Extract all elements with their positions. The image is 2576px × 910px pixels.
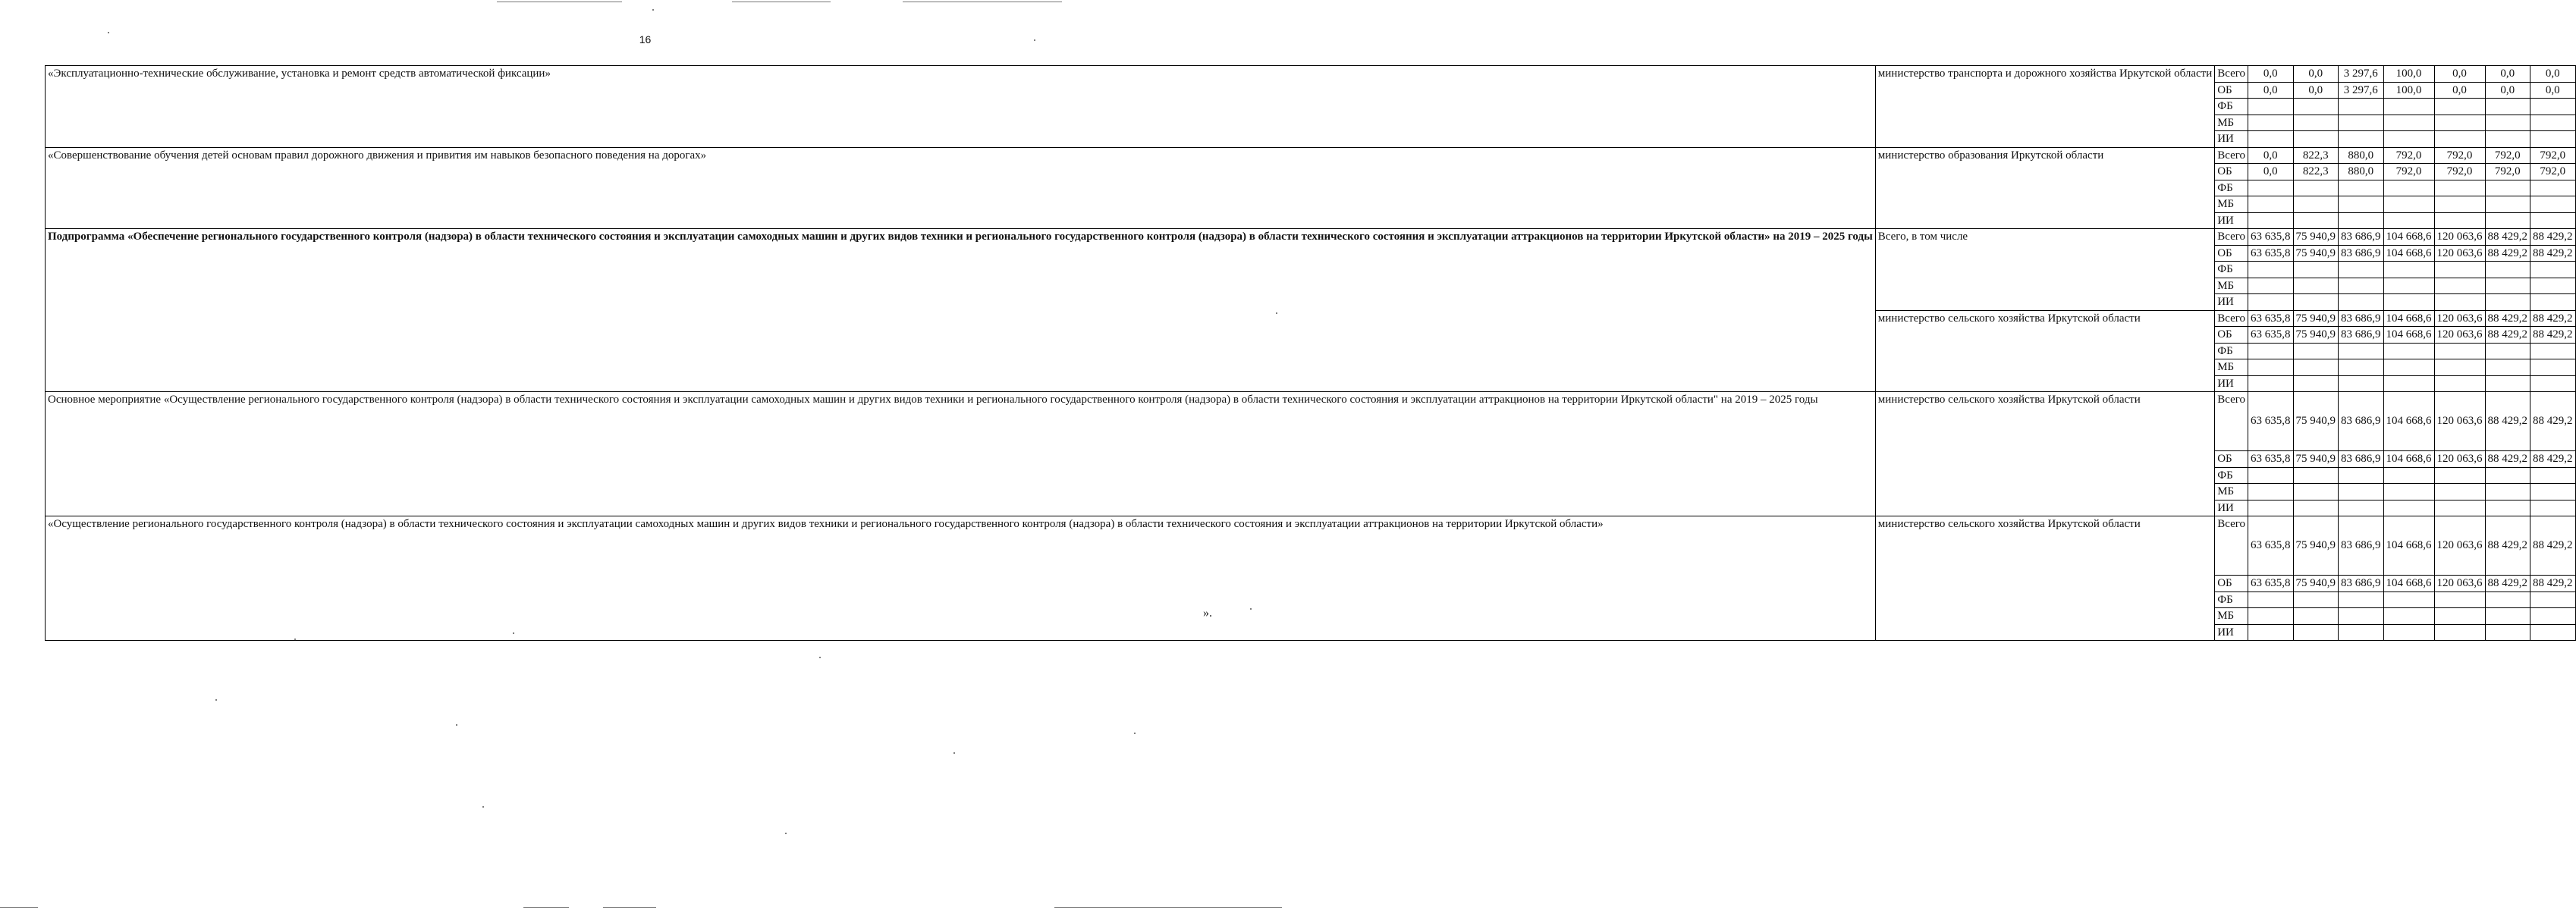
funding-source-cell: ИИ — [2215, 212, 2248, 229]
amount-cell — [2383, 196, 2434, 213]
amount-cell — [2339, 294, 2384, 311]
scan-speck — [1134, 733, 1136, 734]
amount-cell: 104 668,6 — [2383, 392, 2434, 451]
amount-cell: 0,0 — [2434, 82, 2485, 99]
funding-source-cell: ИИ — [2215, 375, 2248, 392]
closing-quote-mark: ». — [1203, 607, 1212, 620]
amount-cell: 88 429,2 — [2485, 516, 2530, 576]
amount-cell — [2383, 131, 2434, 148]
scan-speck — [819, 657, 821, 658]
amount-cell — [2434, 484, 2485, 500]
amount-cell — [2248, 278, 2294, 294]
amount-cell — [2485, 592, 2530, 608]
amount-cell — [2248, 608, 2294, 625]
amount-cell: 120 063,6 — [2434, 229, 2485, 246]
measure-name-cell: Основное мероприятие «Осуществление регионального государственного контроля (надзора) в области технического состояния и эксплуатации самоходных машин и других видов техники и регионального государственного контроля (надзора) в области технического состояния и эксплуатации аттракционов на территории Иркутской области" на 2019 – 2025 годы — [46, 392, 1876, 516]
amount-cell: 104 668,6 — [2383, 576, 2434, 592]
amount-cell — [2434, 500, 2485, 516]
amount-cell — [2434, 608, 2485, 625]
amount-cell — [2530, 212, 2576, 229]
scan-artifact-line — [603, 907, 656, 908]
amount-cell: 88 429,2 — [2485, 392, 2530, 451]
amount-cell — [2530, 99, 2576, 115]
amount-cell — [2339, 278, 2384, 294]
amount-cell — [2339, 99, 2384, 115]
amount-cell — [2293, 343, 2339, 359]
amount-cell — [2339, 115, 2384, 131]
amount-cell: 3 297,6 — [2339, 66, 2384, 83]
funding-source-cell: ОБ — [2215, 245, 2248, 262]
amount-cell — [2530, 115, 2576, 131]
amount-cell — [2434, 196, 2485, 213]
scan-speck — [1034, 39, 1035, 41]
amount-cell: 0,0 — [2434, 66, 2485, 83]
amount-cell — [2530, 624, 2576, 641]
amount-cell — [2248, 99, 2294, 115]
amount-cell — [2383, 180, 2434, 196]
amount-cell: 0,0 — [2530, 82, 2576, 99]
amount-cell: 0,0 — [2248, 66, 2294, 83]
amount-cell: 792,0 — [2485, 164, 2530, 180]
amount-cell — [2434, 375, 2485, 392]
funding-source-cell: МБ — [2215, 359, 2248, 376]
table-row — [46, 392, 2576, 451]
amount-cell — [2485, 115, 2530, 131]
amount-cell: 792,0 — [2383, 147, 2434, 164]
amount-cell: 104 668,6 — [2383, 451, 2434, 468]
amount-cell — [2383, 294, 2434, 311]
amount-cell — [2485, 624, 2530, 641]
amount-cell — [2293, 500, 2339, 516]
scan-speck — [108, 32, 109, 33]
scan-speck — [652, 9, 654, 11]
scan-artifact-line — [523, 907, 569, 908]
amount-cell — [2434, 115, 2485, 131]
table-row — [46, 229, 2576, 246]
amount-cell — [2383, 592, 2434, 608]
amount-cell — [2383, 262, 2434, 278]
funding-source-cell: ФБ — [2215, 262, 2248, 278]
amount-cell: 0,0 — [2530, 66, 2576, 83]
amount-cell: 792,0 — [2530, 164, 2576, 180]
amount-cell: 120 063,6 — [2434, 392, 2485, 451]
executor-cell: министерство сельского хозяйства Иркутской области — [1875, 310, 2214, 392]
amount-cell — [2248, 343, 2294, 359]
amount-cell: 104 668,6 — [2383, 516, 2434, 576]
amount-cell: 83 686,9 — [2339, 516, 2384, 576]
amount-cell — [2530, 131, 2576, 148]
scan-speck — [456, 724, 457, 726]
amount-cell — [2434, 180, 2485, 196]
amount-cell — [2485, 196, 2530, 213]
amount-cell — [2434, 131, 2485, 148]
amount-cell — [2248, 180, 2294, 196]
amount-cell: 75 940,9 — [2293, 516, 2339, 576]
scan-artifact-line — [0, 907, 38, 908]
scan-speck — [215, 699, 217, 701]
amount-cell — [2339, 592, 2384, 608]
amount-cell: 104 668,6 — [2383, 245, 2434, 262]
amount-cell: 83 686,9 — [2339, 576, 2384, 592]
amount-cell — [2293, 484, 2339, 500]
amount-cell: 120 063,6 — [2434, 516, 2485, 576]
amount-cell: 880,0 — [2339, 147, 2384, 164]
scan-artifact-line — [1054, 907, 1282, 908]
amount-cell — [2248, 115, 2294, 131]
amount-cell: 75 940,9 — [2293, 310, 2339, 327]
amount-cell: 0,0 — [2248, 164, 2294, 180]
amount-cell: 88 429,2 — [2530, 516, 2576, 576]
amount-cell — [2485, 212, 2530, 229]
amount-cell: 83 686,9 — [2339, 245, 2384, 262]
budget-table-body — [46, 66, 2576, 641]
amount-cell — [2485, 278, 2530, 294]
amount-cell: 75 940,9 — [2293, 245, 2339, 262]
amount-cell: 75 940,9 — [2293, 327, 2339, 344]
amount-cell: 0,0 — [2485, 66, 2530, 83]
amount-cell: 104 668,6 — [2383, 229, 2434, 246]
amount-cell — [2530, 262, 2576, 278]
funding-source-cell: ОБ — [2215, 82, 2248, 99]
amount-cell — [2485, 467, 2530, 484]
budget-table — [45, 65, 2576, 641]
amount-cell — [2530, 484, 2576, 500]
amount-cell — [2530, 196, 2576, 213]
amount-cell — [2530, 592, 2576, 608]
amount-cell: 3 297,6 — [2339, 82, 2384, 99]
executor-cell: министерство транспорта и дорожного хозяйства Иркутской области — [1875, 66, 2214, 148]
funding-source-cell: МБ — [2215, 484, 2248, 500]
amount-cell — [2530, 500, 2576, 516]
amount-cell — [2383, 343, 2434, 359]
amount-cell: 100,0 — [2383, 82, 2434, 99]
amount-cell: 822,3 — [2293, 164, 2339, 180]
amount-cell — [2339, 467, 2384, 484]
measure-name-cell: «Эксплуатационно-технические обслуживание, установка и ремонт средств автоматической фиксации» — [46, 66, 1876, 148]
amount-cell — [2485, 359, 2530, 376]
amount-cell: 88 429,2 — [2485, 327, 2530, 344]
amount-cell — [2434, 343, 2485, 359]
amount-cell — [2339, 196, 2384, 213]
funding-source-cell: ФБ — [2215, 180, 2248, 196]
amount-cell — [2383, 359, 2434, 376]
amount-cell — [2485, 294, 2530, 311]
amount-cell: 88 429,2 — [2530, 310, 2576, 327]
amount-cell: 0,0 — [2485, 82, 2530, 99]
funding-source-cell: Всего — [2215, 516, 2248, 576]
scan-speck — [1250, 608, 1252, 610]
amount-cell — [2530, 359, 2576, 376]
amount-cell — [2383, 115, 2434, 131]
scan-speck — [953, 752, 955, 754]
amount-cell — [2530, 343, 2576, 359]
funding-source-cell: Всего — [2215, 66, 2248, 83]
amount-cell: 792,0 — [2434, 147, 2485, 164]
amount-cell — [2339, 500, 2384, 516]
amount-cell: 88 429,2 — [2530, 392, 2576, 451]
amount-cell — [2339, 343, 2384, 359]
amount-cell — [2248, 624, 2294, 641]
scan-speck — [513, 632, 514, 634]
amount-cell — [2339, 180, 2384, 196]
amount-cell — [2530, 180, 2576, 196]
amount-cell — [2293, 99, 2339, 115]
amount-cell — [2485, 484, 2530, 500]
amount-cell — [2485, 608, 2530, 625]
amount-cell — [2434, 294, 2485, 311]
amount-cell: 88 429,2 — [2530, 327, 2576, 344]
amount-cell — [2293, 467, 2339, 484]
amount-cell — [2248, 262, 2294, 278]
amount-cell — [2248, 131, 2294, 148]
funding-source-cell: ФБ — [2215, 343, 2248, 359]
amount-cell: 0,0 — [2293, 82, 2339, 99]
funding-source-cell: Всего — [2215, 147, 2248, 164]
amount-cell — [2339, 212, 2384, 229]
amount-cell — [2293, 115, 2339, 131]
amount-cell — [2293, 375, 2339, 392]
amount-cell — [2383, 375, 2434, 392]
amount-cell: 100,0 — [2383, 66, 2434, 83]
funding-source-cell: ИИ — [2215, 624, 2248, 641]
amount-cell: 63 635,8 — [2248, 245, 2294, 262]
amount-cell: 63 635,8 — [2248, 310, 2294, 327]
funding-source-cell: МБ — [2215, 608, 2248, 625]
funding-source-cell: ОБ — [2215, 164, 2248, 180]
amount-cell — [2434, 278, 2485, 294]
funding-source-cell: ФБ — [2215, 99, 2248, 115]
measure-name-cell: «Осуществление регионального государственного контроля (надзора) в области технического состояния и эксплуатации самоходных машин и других видов техники и регионального государственного контроля (надзора) в области технического состояния и эксплуатации аттракционов на территории Иркутской области» — [46, 516, 1876, 641]
amount-cell — [2293, 180, 2339, 196]
amount-cell — [2293, 196, 2339, 213]
amount-cell — [2293, 262, 2339, 278]
amount-cell — [2530, 467, 2576, 484]
table-row — [46, 66, 2576, 83]
amount-cell — [2293, 278, 2339, 294]
amount-cell: 75 940,9 — [2293, 392, 2339, 451]
amount-cell: 0,0 — [2293, 66, 2339, 83]
amount-cell: 75 940,9 — [2293, 229, 2339, 246]
amount-cell — [2383, 500, 2434, 516]
funding-source-cell: ИИ — [2215, 500, 2248, 516]
amount-cell: 63 635,8 — [2248, 451, 2294, 468]
amount-cell: 63 635,8 — [2248, 327, 2294, 344]
amount-cell — [2293, 608, 2339, 625]
page-number: 16 — [639, 33, 652, 46]
amount-cell — [2248, 375, 2294, 392]
amount-cell: 63 635,8 — [2248, 229, 2294, 246]
amount-cell: 792,0 — [2530, 147, 2576, 164]
amount-cell — [2434, 262, 2485, 278]
scan-speck — [785, 833, 787, 834]
amount-cell: 83 686,9 — [2339, 229, 2384, 246]
amount-cell: 63 635,8 — [2248, 392, 2294, 451]
amount-cell — [2485, 99, 2530, 115]
amount-cell — [2293, 131, 2339, 148]
amount-cell — [2485, 180, 2530, 196]
amount-cell — [2248, 467, 2294, 484]
amount-cell: 104 668,6 — [2383, 327, 2434, 344]
funding-source-cell: ОБ — [2215, 451, 2248, 468]
executor-cell: министерство сельского хозяйства Иркутской области — [1875, 392, 2214, 516]
amount-cell: 83 686,9 — [2339, 451, 2384, 468]
amount-cell — [2248, 484, 2294, 500]
amount-cell — [2530, 608, 2576, 625]
amount-cell — [2339, 262, 2384, 278]
measure-name-cell: Подпрограмма «Обеспечение регионального государственного контроля (надзора) в области технического состояния и эксплуатации самоходных машин и других видов техники и регионального государственного контроля (надзора) в области технического состояния и эксплуатации аттракционов на территории Иркутской области» на 2019 – 2025 годы — [46, 229, 1876, 392]
table-row — [46, 147, 2576, 164]
amount-cell — [2339, 624, 2384, 641]
amount-cell — [2293, 359, 2339, 376]
amount-cell: 792,0 — [2383, 164, 2434, 180]
amount-cell: 88 429,2 — [2530, 576, 2576, 592]
funding-source-cell: МБ — [2215, 115, 2248, 131]
amount-cell — [2339, 484, 2384, 500]
amount-cell — [2248, 500, 2294, 516]
amount-cell: 88 429,2 — [2485, 310, 2530, 327]
scan-speck — [1276, 312, 1277, 314]
amount-cell: 88 429,2 — [2485, 451, 2530, 468]
amount-cell — [2383, 212, 2434, 229]
amount-cell — [2383, 608, 2434, 625]
funding-source-cell: Всего — [2215, 392, 2248, 451]
amount-cell — [2485, 131, 2530, 148]
amount-cell: 120 063,6 — [2434, 576, 2485, 592]
amount-cell: 88 429,2 — [2530, 229, 2576, 246]
funding-source-cell: МБ — [2215, 196, 2248, 213]
amount-cell: 75 940,9 — [2293, 451, 2339, 468]
amount-cell: 88 429,2 — [2485, 229, 2530, 246]
amount-cell: 83 686,9 — [2339, 327, 2384, 344]
amount-cell — [2383, 467, 2434, 484]
amount-cell — [2530, 375, 2576, 392]
amount-cell — [2434, 359, 2485, 376]
amount-cell: 83 686,9 — [2339, 310, 2384, 327]
funding-source-cell: МБ — [2215, 278, 2248, 294]
amount-cell: 120 063,6 — [2434, 451, 2485, 468]
amount-cell — [2248, 359, 2294, 376]
amount-cell — [2434, 624, 2485, 641]
amount-cell: 88 429,2 — [2530, 451, 2576, 468]
amount-cell — [2485, 343, 2530, 359]
table-row — [46, 516, 2576, 576]
funding-source-cell: ФБ — [2215, 592, 2248, 608]
amount-cell — [2339, 131, 2384, 148]
scan-speck — [294, 639, 296, 640]
amount-cell — [2339, 359, 2384, 376]
amount-cell — [2530, 294, 2576, 311]
amount-cell: 88 429,2 — [2485, 576, 2530, 592]
amount-cell — [2434, 592, 2485, 608]
amount-cell — [2434, 99, 2485, 115]
amount-cell — [2383, 278, 2434, 294]
amount-cell: 88 429,2 — [2530, 245, 2576, 262]
scan-speck — [482, 806, 484, 808]
amount-cell: 75 940,9 — [2293, 576, 2339, 592]
amount-cell — [2248, 294, 2294, 311]
executor-cell: Всего, в том числе — [1875, 229, 2214, 311]
amount-cell: 792,0 — [2434, 164, 2485, 180]
amount-cell: 120 063,6 — [2434, 245, 2485, 262]
amount-cell — [2383, 99, 2434, 115]
amount-cell: 104 668,6 — [2383, 310, 2434, 327]
amount-cell — [2293, 212, 2339, 229]
amount-cell — [2248, 592, 2294, 608]
amount-cell — [2530, 278, 2576, 294]
amount-cell — [2485, 262, 2530, 278]
funding-source-cell: ФБ — [2215, 467, 2248, 484]
amount-cell — [2383, 624, 2434, 641]
amount-cell: 83 686,9 — [2339, 392, 2384, 451]
funding-source-cell: ОБ — [2215, 327, 2248, 344]
funding-source-cell: Всего — [2215, 310, 2248, 327]
amount-cell: 63 635,8 — [2248, 576, 2294, 592]
executor-cell: министерство сельского хозяйства Иркутской области — [1875, 516, 2214, 641]
amount-cell: 120 063,6 — [2434, 327, 2485, 344]
amount-cell: 822,3 — [2293, 147, 2339, 164]
amount-cell — [2434, 212, 2485, 229]
amount-cell — [2485, 500, 2530, 516]
measure-name-cell: «Совершенствование обучения детей основам правил дорожного движения и привития им навыков безопасного поведения на дорогах» — [46, 147, 1876, 229]
amount-cell: 792,0 — [2485, 147, 2530, 164]
amount-cell: 880,0 — [2339, 164, 2384, 180]
amount-cell: 0,0 — [2248, 82, 2294, 99]
funding-source-cell: ОБ — [2215, 576, 2248, 592]
amount-cell — [2293, 294, 2339, 311]
funding-source-cell: ИИ — [2215, 131, 2248, 148]
amount-cell — [2383, 484, 2434, 500]
amount-cell — [2248, 212, 2294, 229]
amount-cell — [2339, 375, 2384, 392]
amount-cell — [2339, 608, 2384, 625]
amount-cell: 120 063,6 — [2434, 310, 2485, 327]
amount-cell — [2293, 592, 2339, 608]
amount-cell: 88 429,2 — [2485, 245, 2530, 262]
amount-cell: 0,0 — [2248, 147, 2294, 164]
executor-cell: министерство образования Иркутской области — [1875, 147, 2214, 229]
funding-source-cell: ИИ — [2215, 294, 2248, 311]
amount-cell: 63 635,8 — [2248, 516, 2294, 576]
amount-cell — [2248, 196, 2294, 213]
amount-cell — [2434, 467, 2485, 484]
amount-cell — [2293, 624, 2339, 641]
funding-source-cell: Всего — [2215, 229, 2248, 246]
amount-cell — [2485, 375, 2530, 392]
